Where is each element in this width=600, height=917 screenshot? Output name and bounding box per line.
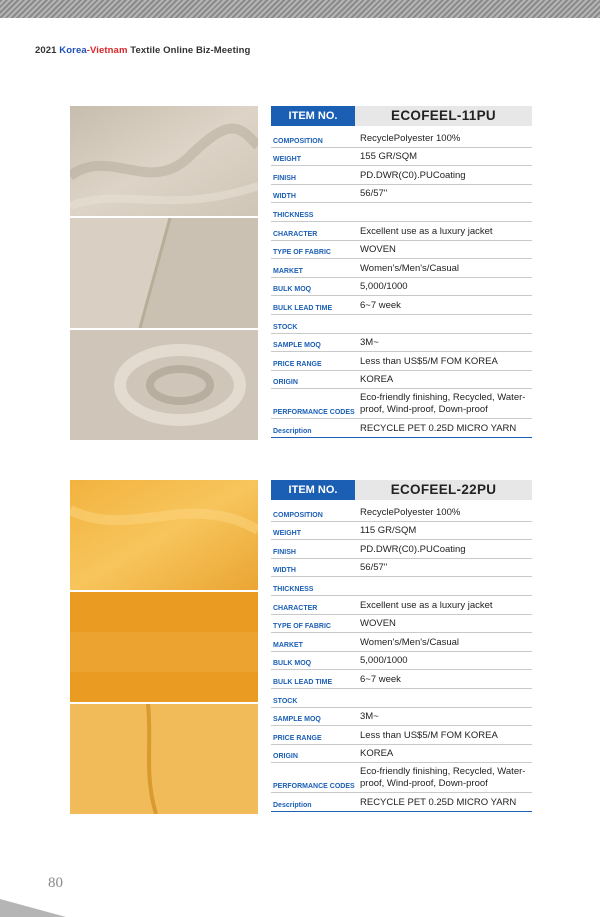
spec-row — [271, 388, 532, 419]
spec-label: THICKNESS — [273, 585, 314, 593]
fabric-photo-drape — [70, 106, 258, 216]
spec-label: BULK LEAD TIME — [273, 304, 333, 312]
spec-value: 5,000/1000 — [360, 655, 408, 667]
spec-value: 5,000/1000 — [360, 281, 408, 293]
spec-value: 6~7 week — [360, 673, 401, 685]
corner-decoration — [0, 899, 66, 917]
spec-value: Women's/Men's/Casual — [360, 636, 460, 648]
spec-header — [271, 480, 532, 500]
spec-value: RECYCLE PET 0.25D MICRO YARN — [360, 422, 517, 434]
spec-label: WIDTH — [273, 567, 296, 575]
spec-value: Excellent use as a luxury jacket — [360, 599, 493, 611]
spec-value: PD.DWR(C0).PUCoating — [360, 543, 466, 555]
spec-row — [271, 792, 532, 812]
spec-label: BULK MOQ — [273, 660, 312, 668]
spec-value: Excellent use as a luxury jacket — [360, 225, 493, 237]
spec-value: 115 GR/SQM — [360, 525, 417, 537]
spec-row — [271, 707, 532, 727]
fabric-photo-flat — [70, 592, 258, 702]
spec-row — [271, 370, 532, 390]
spec-label: FINISH — [273, 548, 296, 556]
spec-row — [271, 202, 532, 222]
spec-label: SAMPLE MOQ — [273, 342, 321, 350]
spec-row — [271, 502, 532, 522]
header-title-rest: Textile Online Biz-Meeting — [130, 45, 251, 56]
spec-value: Eco-friendly finishing, Recycled, Water-proof, Wind-proof, Down-proof — [360, 392, 526, 416]
spec-label: WEIGHT — [273, 156, 301, 164]
spec-label: COMPOSITION — [273, 137, 323, 145]
spec-value: 3M~ — [360, 711, 379, 723]
spec-row — [271, 333, 532, 353]
spec-label: BULK MOQ — [273, 286, 312, 294]
spec-label: THICKNESS — [273, 211, 314, 219]
spec-label: COMPOSITION — [273, 511, 323, 519]
spec-label: MARKET — [273, 267, 303, 275]
spec-label: BULK LEAD TIME — [273, 678, 333, 686]
fabric-image — [70, 704, 258, 814]
spec-row — [271, 521, 532, 541]
fabric-photo-seam — [70, 704, 258, 814]
item-no-label: ITEM NO. — [271, 480, 355, 500]
spec-row — [271, 277, 532, 297]
fabric-photo-swirl — [70, 330, 258, 440]
model-code: ECOFEEL-11PU — [355, 106, 532, 126]
spec-row — [271, 295, 532, 315]
spec-label: TYPE OF FABRIC — [273, 623, 331, 631]
spec-label: Description — [273, 427, 312, 435]
spec-label: MARKET — [273, 641, 303, 649]
spec-row — [271, 314, 532, 334]
spec-row — [271, 258, 532, 278]
spec-value: RecyclePolyester 100% — [360, 506, 461, 518]
spec-row — [271, 595, 532, 615]
spec-row — [271, 184, 532, 204]
spec-row — [271, 744, 532, 764]
spec-label: PERFORMANCE CODES — [273, 409, 355, 417]
spec-value: 56/57'' — [360, 562, 388, 574]
header-korea: Korea — [59, 45, 87, 56]
page-header — [35, 45, 250, 56]
header-year: 2021 — [35, 45, 57, 56]
spec-label: PRICE RANGE — [273, 360, 322, 368]
spec-row — [271, 558, 532, 578]
fabric-image — [70, 218, 258, 328]
fabric-image — [70, 106, 258, 216]
spec-label: Description — [273, 801, 312, 809]
spec-value: Eco-friendly finishing, Recycled, Water-proof, Wind-proof, Down-proof — [360, 766, 526, 790]
spec-value: WOVEN — [360, 244, 396, 256]
fabric-image — [70, 592, 258, 702]
spec-label: FINISH — [273, 174, 296, 182]
spec-value: 6~7 week — [360, 299, 401, 311]
spec-row — [271, 669, 532, 689]
spec-row — [271, 688, 532, 708]
spec-label: STOCK — [273, 697, 298, 705]
spec-value: KOREA — [360, 748, 394, 760]
spec-value: Less than US$5/M FOM KOREA — [360, 355, 498, 367]
top-decorative-band — [0, 0, 600, 18]
spec-label: STOCK — [273, 323, 298, 331]
spec-label: WIDTH — [273, 193, 296, 201]
spec-value: RecyclePolyester 100% — [360, 132, 461, 144]
model-code: ECOFEEL-22PU — [355, 480, 532, 500]
spec-row — [271, 651, 532, 671]
fabric-image — [70, 330, 258, 440]
fabric-image — [70, 480, 258, 590]
spec-label: ORIGIN — [273, 753, 298, 761]
spec-label: CHARACTER — [273, 230, 318, 238]
item-no-label: ITEM NO. — [271, 106, 355, 126]
spec-value: KOREA — [360, 374, 394, 386]
spec-label: PERFORMANCE CODES — [273, 783, 355, 791]
spec-value: Women's/Men's/Casual — [360, 262, 460, 274]
page-number: 80 — [48, 875, 63, 891]
spec-row — [271, 147, 532, 167]
spec-row — [271, 351, 532, 371]
spec-row — [271, 418, 532, 438]
header-vietnam: Vietnam — [90, 45, 128, 56]
spec-value: 56/57'' — [360, 188, 388, 200]
spec-value: Less than US$5/M FOM KOREA — [360, 729, 498, 741]
spec-value: WOVEN — [360, 618, 396, 630]
spec-row — [271, 576, 532, 596]
spec-value: 3M~ — [360, 337, 379, 349]
spec-row — [271, 632, 532, 652]
fabric-photo-edge — [70, 218, 258, 328]
spec-label: SAMPLE MOQ — [273, 716, 321, 724]
spec-row — [271, 221, 532, 241]
spec-row — [271, 128, 532, 148]
spec-value: PD.DWR(C0).PUCoating — [360, 169, 466, 181]
spec-row — [271, 539, 532, 559]
spec-value: 155 GR/SQM — [360, 151, 418, 163]
spec-header — [271, 106, 532, 126]
spec-label: CHARACTER — [273, 604, 318, 612]
spec-label: ORIGIN — [273, 379, 298, 387]
spec-row — [271, 165, 532, 185]
spec-row — [271, 725, 532, 745]
spec-label: WEIGHT — [273, 530, 301, 538]
spec-label: PRICE RANGE — [273, 734, 322, 742]
header-dash: - — [86, 45, 90, 56]
fabric-photo-drape — [70, 480, 258, 590]
spec-label: TYPE OF FABRIC — [273, 249, 331, 257]
spec-row — [271, 762, 532, 793]
spec-row — [271, 614, 532, 634]
spec-row — [271, 240, 532, 260]
spec-value: RECYCLE PET 0.25D MICRO YARN — [360, 796, 517, 808]
